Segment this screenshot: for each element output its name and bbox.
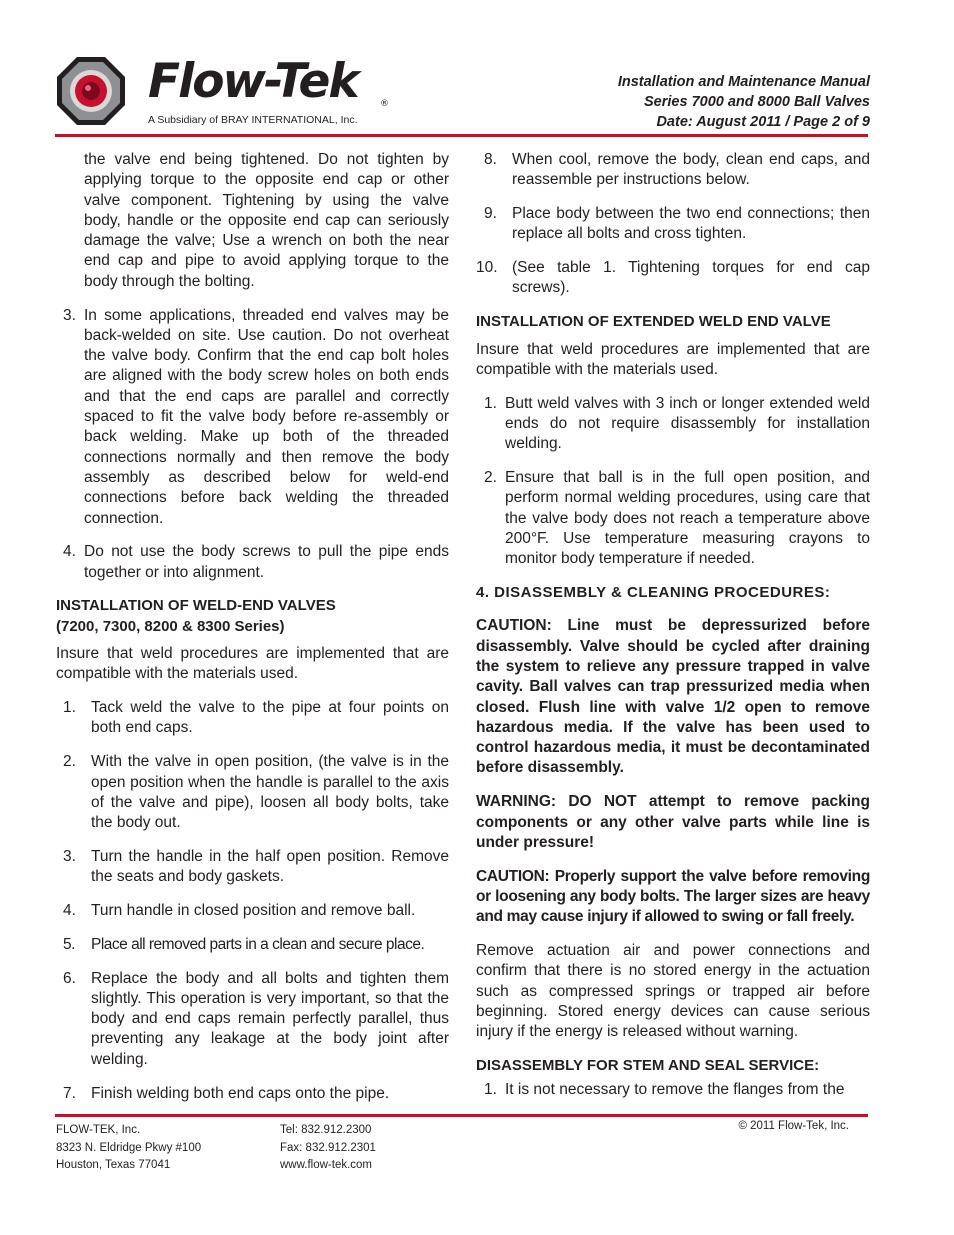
extended-weld-intro: Insure that weld procedures are implemented that are compatible with the materials used. [476,340,870,378]
list-item: 1. Tack weld the valve to the pipe at four points on both end caps. [63,699,449,737]
weld-end-steps [56,698,449,1104]
telephone: Tel: 832.912.2300 [280,1124,372,1136]
list-item: 10. (See table 1. Tightening torques for end cap screws). [476,259,870,297]
stem-seal-heading: DISASSEMBLY FOR STEM AND SEAL SERVICE: [476,1056,820,1074]
list-item: 3. Turn the handle in the half open position. Remove the seats and body gaskets. [63,847,449,886]
series-title: Series 7000 and 8000 Ball Valves [644,94,870,110]
caution-support: CAUTION: Properly support the valve before removing or loosening any body bolts. The larger sizes are heavy and may cause injury if allowed to swing or fall freely. [476,867,870,926]
list-item: 7. Finish welding both end caps onto the pipe. [63,1084,390,1102]
extended-weld-steps [476,394,870,570]
document-title-block [618,72,870,132]
list-item: 2. Ensure that ball is in the full open position, and perform normal welding procedures, using care that the valve body does not reach a temperature above 200°F. Use temperature measuring crayons to monitor body temperature if needed. [484,469,870,568]
section-4-heading: 4. DISASSEMBLY & CLEANING PROCEDURES: [476,584,831,602]
footer-address [56,1122,201,1175]
website-link[interactable]: www.flow-tek.com [280,1159,373,1171]
continuation-paragraph: the valve end being tightened. Do not tighten by applying torque to the opposite end cap or other valve component. Tightening by using the valve body, handle or the opposite end cap can seriously damage the valve; Use a wrench on both the near end cap and pipe to avoid applying torque to the body through the bolting. [84,151,449,290]
threaded-end-list [56,306,449,583]
weld-end-steps-continued [476,150,870,299]
list-item: 3. In some applications, threaded end valves may be back-welded on site. Use caution. Do not overheat the valve body. Confirm that the end cap bolt holes are aligned with the body screw holes on both ends and that the end caps are parallel and correctly spaced to fit the valve body before re-assembly or back welding. Make up both of the threaded connections normally and then remove the body assembly as described below for weld-end connections before back welding the threaded connection. [63,306,449,527]
address-line-1: 8323 N. Eldridge Pkwy #100 [56,1141,202,1154]
list-item: 1. It is not necessary to remove the flanges from the [484,1081,845,1099]
list-item: 9. Place body between the two end connections; then replace all bolts and cross tighten. [484,205,870,243]
list-item: 4. Turn handle in closed position and remove ball. [63,902,416,919]
list-item: 6. Replace the body and all bolts and tighten them slightly. This operation is very important, so that the body and end caps remain perfectly parallel, thus preventing any leakage at the body joint after welding. [63,969,449,1068]
brand-name: Flow-Tek [148,54,358,109]
address-line-2: Houston, Texas 77041 [56,1159,171,1171]
right-column [476,150,870,1114]
header-divider [55,134,868,137]
fax: Fax: 832.912.2301 [280,1141,376,1154]
valve-bolt-logo-icon [55,55,127,127]
manual-title: Installation and Maintenance Manual [617,74,870,90]
weld-end-heading: INSTALLATION OF WELD-END VALVES (7200, 7300, 8200 & 8300 Series) [56,597,336,635]
list-item: 2. With the valve in open position, (the valve is in the open position when the handle is parallel to the axis of the valve and pipe), loosen all body bolts, take the body out. [63,753,449,832]
actuation-paragraph: Remove actuation air and power connections and confirm that there is no stored energy in the actuation such as compressed springs or trapped air before beginning. Stored energy devices can cause serious injury if the energy is released without warning. [476,942,870,1041]
weld-end-intro: Insure that weld procedures are implemented that are compatible with the materials used. [56,645,449,683]
copyright: © 2011 Flow-Tek, Inc. [738,1120,849,1132]
brand-logo [148,54,389,109]
caution-depressurize: CAUTION: Line must be depressurized before disassembly. Valve should be cycled after draining the system to relieve any pressure trapped in valve cavity. Ball valves can trap pressurized media when closed. Flush line with valve 1/2 open to remove hazardous media. If the valve has been used to control hazardous media, it must be decontaminated before disassembly. [476,617,870,777]
extended-weld-heading: INSTALLATION OF EXTENDED WELD END VALVE [476,313,831,331]
warning-pressure: WARNING: DO NOT attempt to remove packing components or any other valve parts while line is under pressure! [476,793,870,851]
subsidiary-line: A Subsidiary of BRAY INTERNATIONAL, Inc. [148,114,358,126]
list-item: 8. When cool, remove the body, clean end caps, and reassemble per instructions below. [484,151,870,189]
registered-mark: ® [380,99,389,109]
list-item: 4. Do not use the body screws to pull the pipe ends together or into alignment. [63,543,449,581]
stem-seal-steps [476,1080,870,1100]
company-name: FLOW-TEK, Inc. [56,1124,141,1136]
left-column [56,150,449,1117]
date-page: Date: August 2011 / Page 2 of 9 [656,114,870,130]
footer-contact [280,1122,376,1175]
list-item: 1. Butt weld valves with 3 inch or longer extended weld ends do not require disassembly for installation welding. [484,394,870,453]
footer-divider [55,1114,868,1117]
list-item: 5. Place all removed parts in a clean and secure place. [63,935,425,953]
